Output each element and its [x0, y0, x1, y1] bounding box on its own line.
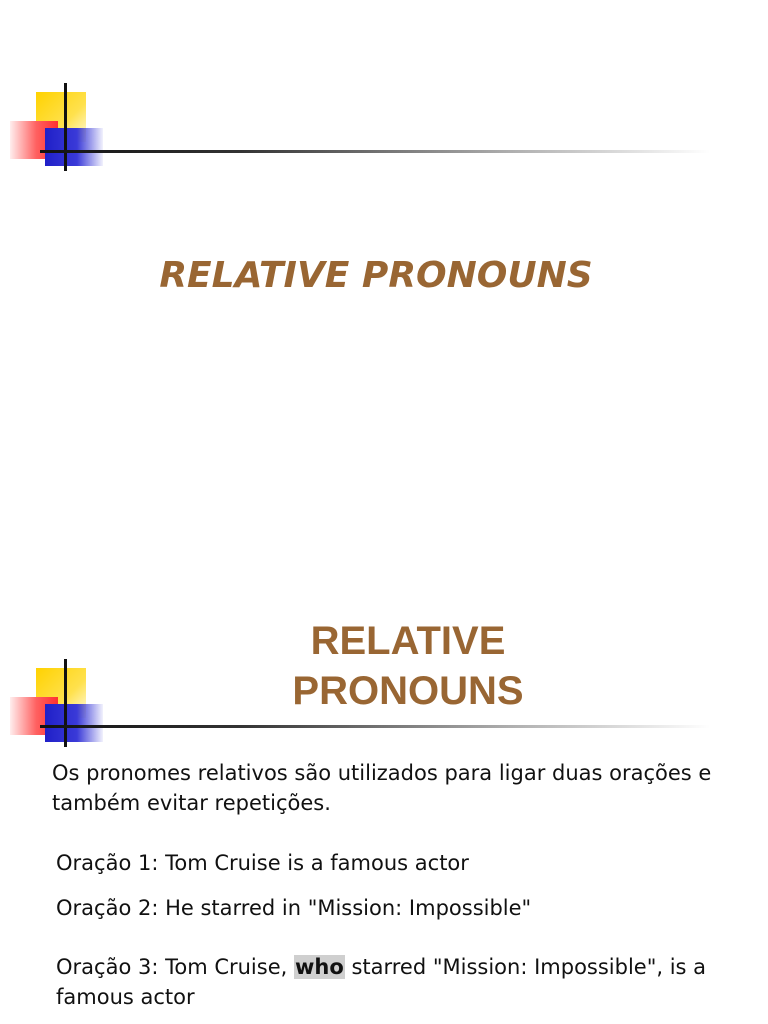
- slide-heading: [200, 616, 616, 716]
- clause-3-before: Oração 3: Tom Cruise,: [56, 955, 294, 979]
- slide-title-heading: RELATIVE PRONOUNS: [159, 255, 593, 296]
- example-clause-2: Oração 2: He starred in "Mission: Impossible": [56, 896, 532, 920]
- heading-line-2: PRONOUNS: [292, 669, 524, 713]
- vertical-rule: [64, 83, 67, 171]
- clause-3-after: starred "Mission: Impossible", is a famous actor: [56, 955, 707, 1009]
- vertical-rule: [64, 659, 67, 747]
- example-clause-3: [56, 952, 736, 1012]
- relative-pronoun-highlight: who: [294, 955, 344, 979]
- horizontal-rule: [40, 150, 710, 153]
- slide-content: [0, 580, 768, 1024]
- intro-paragraph: Os pronomes relativos são utilizados para ligar duas orações e também evitar repetições.: [52, 761, 712, 815]
- horizontal-rule: [40, 725, 710, 728]
- heading-line-1: RELATIVE: [310, 619, 506, 663]
- blue-square: [45, 128, 103, 166]
- example-clause-1: Oração 1: Tom Cruise is a famous actor: [56, 851, 469, 875]
- blue-square: [45, 704, 103, 742]
